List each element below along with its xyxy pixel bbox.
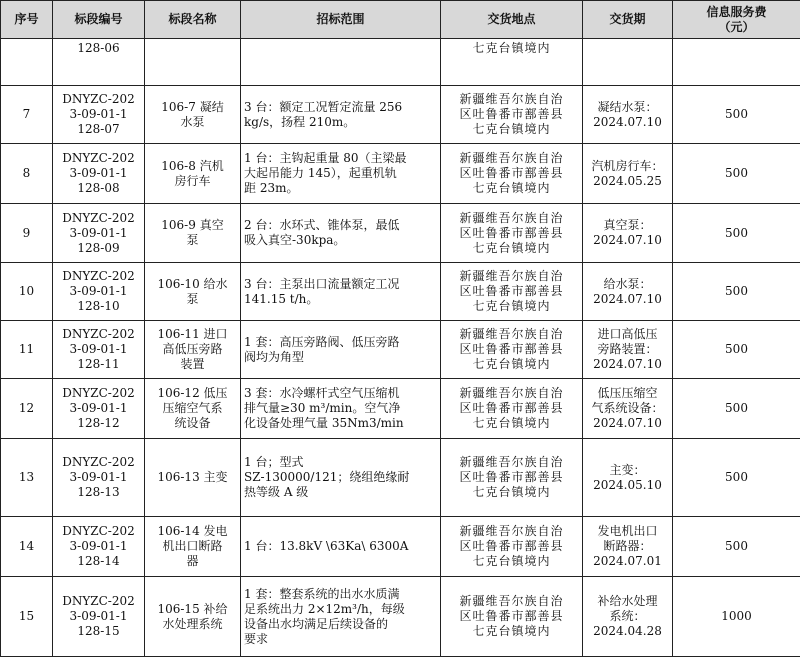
cell-delivery: 凝结水泵： 2024.07.10 <box>583 86 673 144</box>
table-row <box>1 321 800 379</box>
cell-no: 14 <box>1 517 53 577</box>
cell-location: 新疆维吾尔族自治 区吐鲁番市鄯善县 七克台镇境内 <box>441 321 583 379</box>
header-location: 交货地点 <box>441 1 583 39</box>
cell-delivery: 真空泵： 2024.07.10 <box>583 204 673 263</box>
cell-name: 106-11 进口 高低压旁路 装置 <box>145 321 241 379</box>
table-row <box>1 379 800 439</box>
cell-delivery: 发电机出口 断路器： 2024.07.01 <box>583 517 673 577</box>
header-delivery: 交货期 <box>583 1 673 39</box>
cell-name: 106-9 真空 泵 <box>145 204 241 263</box>
cell-location: 七克台镇境内 <box>441 39 583 86</box>
cell-code: DNYZC-202 3-09-01-1 128-15 <box>53 577 145 657</box>
table-row <box>1 517 800 577</box>
cell-code: DNYZC-202 3-09-01-1 128-14 <box>53 517 145 577</box>
cell-scope: 1 套：高压旁路阀、低压旁路 阀均为角型 <box>241 321 441 379</box>
header-fee: 信息服务费 （元） <box>673 1 800 39</box>
cell-no: 8 <box>1 144 53 204</box>
cell-delivery: 进口高低压 旁路装置： 2024.07.10 <box>583 321 673 379</box>
cell-scope: 1 套：整套系统的出水水质满 足系统出力 2×12m³/h，每级 设备出水均满足后续设备的 要求 <box>241 577 441 657</box>
cell-name: 106-13 主变 <box>145 439 241 517</box>
cell-code: DNYZC-202 3-09-01-1 128-11 <box>53 321 145 379</box>
table-row <box>1 144 800 204</box>
cell-location: 新疆维吾尔族自治 区吐鲁番市鄯善县 七克台镇境内 <box>441 86 583 144</box>
cell-no <box>1 39 53 86</box>
cell-location: 新疆维吾尔族自治 区吐鲁番市鄯善县 七克台镇境内 <box>441 379 583 439</box>
table-header-row <box>1 1 800 39</box>
cell-fee: 500 <box>673 263 800 321</box>
cell-delivery: 补给水处理 系统： 2024.04.28 <box>583 577 673 657</box>
header-name: 标段名称 <box>145 1 241 39</box>
header-scope: 招标范围 <box>241 1 441 39</box>
table-row-partial <box>1 39 800 86</box>
header-no: 序号 <box>1 1 53 39</box>
cell-location: 新疆维吾尔族自治 区吐鲁番市鄯善县 七克台镇境内 <box>441 577 583 657</box>
cell-no: 11 <box>1 321 53 379</box>
cell-code: DNYZC-202 3-09-01-1 128-09 <box>53 204 145 263</box>
cell-name <box>145 39 241 86</box>
table-row <box>1 263 800 321</box>
cell-delivery: 低压压缩空 气系统设备： 2024.07.10 <box>583 379 673 439</box>
cell-no: 10 <box>1 263 53 321</box>
cell-scope: 3 台：额定工况暂定流量 256 kg/s，扬程 210m。 <box>241 86 441 144</box>
cell-code: DNYZC-202 3-09-01-1 128-10 <box>53 263 145 321</box>
header-code: 标段编号 <box>53 1 145 39</box>
cell-no: 9 <box>1 204 53 263</box>
table-row <box>1 439 800 517</box>
cell-location: 新疆维吾尔族自治 区吐鲁番市鄯善县 七克台镇境内 <box>441 439 583 517</box>
cell-name: 106-12 低压 压缩空气系 统设备 <box>145 379 241 439</box>
cell-code: DNYZC-202 3-09-01-1 128-07 <box>53 86 145 144</box>
cell-code: DNYZC-202 3-09-01-1 128-12 <box>53 379 145 439</box>
cell-fee: 500 <box>673 439 800 517</box>
cell-delivery: 汽机房行车： 2024.05.25 <box>583 144 673 204</box>
cell-name: 106-10 给水 泵 <box>145 263 241 321</box>
cell-scope: 1 台：主钩起重量 80（主梁最 大起吊能力 145），起重机轨 距 23m。 <box>241 144 441 204</box>
cell-location: 新疆维吾尔族自治 区吐鲁番市鄯善县 七克台镇境内 <box>441 517 583 577</box>
cell-name: 106-7 凝结 水泵 <box>145 86 241 144</box>
cell-scope: 1 台：13.8kV \63Ka\ 6300A <box>241 517 441 577</box>
cell-fee: 500 <box>673 517 800 577</box>
cell-fee: 500 <box>673 86 800 144</box>
cell-fee: 500 <box>673 144 800 204</box>
cell-delivery <box>583 39 673 86</box>
cell-name: 106-14 发电 机出口断路 器 <box>145 517 241 577</box>
cell-scope: 3 台：主泵出口流量额定工况 141.15 t/h。 <box>241 263 441 321</box>
cell-scope <box>241 39 441 86</box>
cell-code: DNYZC-202 3-09-01-1 128-08 <box>53 144 145 204</box>
table-row <box>1 577 800 657</box>
cell-no: 15 <box>1 577 53 657</box>
table-row <box>1 204 800 263</box>
cell-location: 新疆维吾尔族自治 区吐鲁番市鄯善县 七克台镇境内 <box>441 144 583 204</box>
cell-no: 7 <box>1 86 53 144</box>
cell-code: DNYZC-202 3-09-01-1 128-13 <box>53 439 145 517</box>
cell-name: 106-8 汽机 房行车 <box>145 144 241 204</box>
cell-delivery: 给水泵： 2024.07.10 <box>583 263 673 321</box>
cell-location: 新疆维吾尔族自治 区吐鲁番市鄯善县 七克台镇境内 <box>441 263 583 321</box>
cell-fee: 1000 <box>673 577 800 657</box>
table-row <box>1 86 800 144</box>
cell-fee: 500 <box>673 204 800 263</box>
cell-scope: 3 套：水冷螺杆式空气压缩机 排气量≥30 m³/min。空气净 化设备处理气量 35Nm3/min <box>241 379 441 439</box>
cell-fee: 500 <box>673 321 800 379</box>
cell-scope: 2 台：水环式、锥体泵，最低 吸入真空-30kpa。 <box>241 204 441 263</box>
cell-code: 128-06 <box>53 39 145 86</box>
cell-scope: 1 台；型式 SZ-130000/121；绕组绝缘耐 热等级 A 级 <box>241 439 441 517</box>
cell-name: 106-15 补给 水处理系统 <box>145 577 241 657</box>
cell-no: 13 <box>1 439 53 517</box>
cell-fee <box>673 39 800 86</box>
cell-location: 新疆维吾尔族自治 区吐鲁番市鄯善县 七克台镇境内 <box>441 204 583 263</box>
cell-fee: 500 <box>673 379 800 439</box>
cell-delivery: 主变： 2024.05.10 <box>583 439 673 517</box>
cell-no: 12 <box>1 379 53 439</box>
